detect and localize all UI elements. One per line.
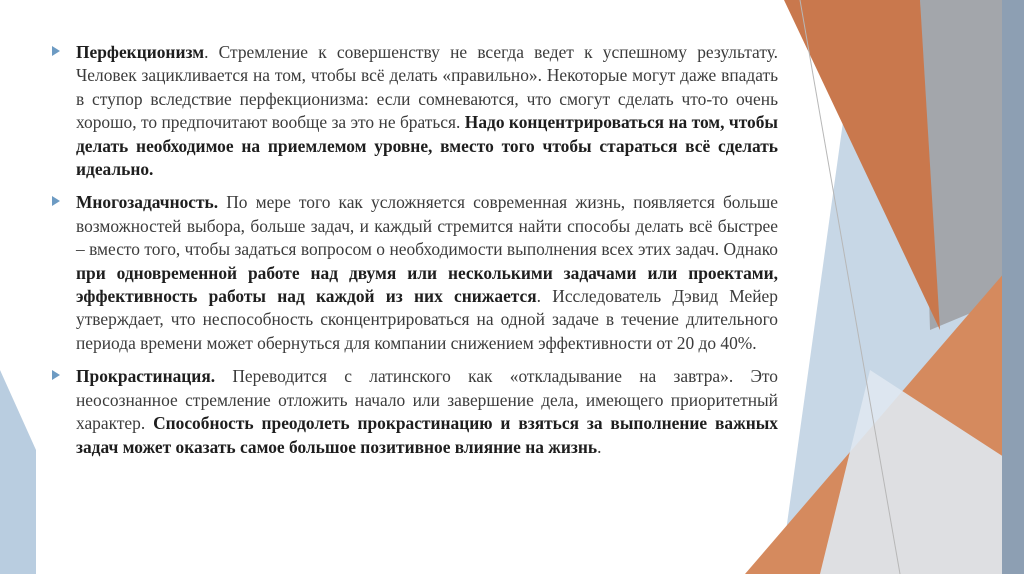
right-gray-strip bbox=[1002, 0, 1024, 574]
bullet-term: Перфекционизм bbox=[76, 42, 205, 62]
bullet-paragraph bbox=[76, 41, 778, 181]
bullet-term: Многозадачность. bbox=[76, 192, 219, 213]
bullet-text: . Стремление к совершенству не всегда ведет к успешному результату. Человек зацикливается на том, чтобы всё делать «правильно». Некоторые могут даже впадать в ступор вследствие перфекционизма: если сомневаются, что смогут сделать что-то очень хорошо, то предпочитают вообще за это не браться. bbox=[76, 42, 778, 133]
bullet-paragraph bbox=[76, 191, 778, 355]
bullet-paragraph bbox=[76, 365, 778, 459]
bullet-term: Прокрастинация. bbox=[76, 366, 216, 387]
bullet-arrow-icon bbox=[52, 196, 60, 206]
bullet-text: . Исследователь Дэвид Мейер утверждает, что неспособность сконцентрироваться на одной задаче в течение длительного периода времени может обернуться для компании снижением эффективности от 20 до 40%. bbox=[76, 286, 778, 353]
bullet-procrastination bbox=[52, 365, 778, 459]
bullet-emphasis: Надо концентрироваться на том, чтобы делать необходимое на приемлемом уровне, вместо того чтобы стараться всё сделать идеально. bbox=[76, 112, 779, 180]
bullet-emphasis: Способность преодолеть прокрастинацию и взяться за выполнение важных задач может оказать самое большое позитивное влияние на жизнь bbox=[76, 413, 778, 457]
left-blue-strip bbox=[0, 370, 36, 574]
bullet-perfectionism bbox=[52, 41, 778, 181]
bullet-text: По мере того как усложняется современная жизнь, появляется больше возможностей выбора, больше задач, и каждый стремится найти способы делать всё быстрее – вместо того, чтобы задаться вопросом о необходимости выполнения всех этих задач. Однако bbox=[76, 192, 778, 260]
bullet-multitasking bbox=[52, 191, 778, 355]
bullet-arrow-icon bbox=[52, 370, 60, 380]
text-content bbox=[52, 41, 778, 469]
bullet-text: . bbox=[597, 436, 602, 457]
bullet-text: Переводится с латинского как «откладывание на завтра». Это неосознанное стремление отложить начало или завершение дела, имеющего приоритетный характер. bbox=[76, 366, 778, 434]
bullet-arrow-icon bbox=[52, 46, 60, 56]
bullet-emphasis: при одновременной работе над двумя или несколькими задачами или проектами, эффективность работы над каждой из них снижается bbox=[76, 262, 778, 307]
